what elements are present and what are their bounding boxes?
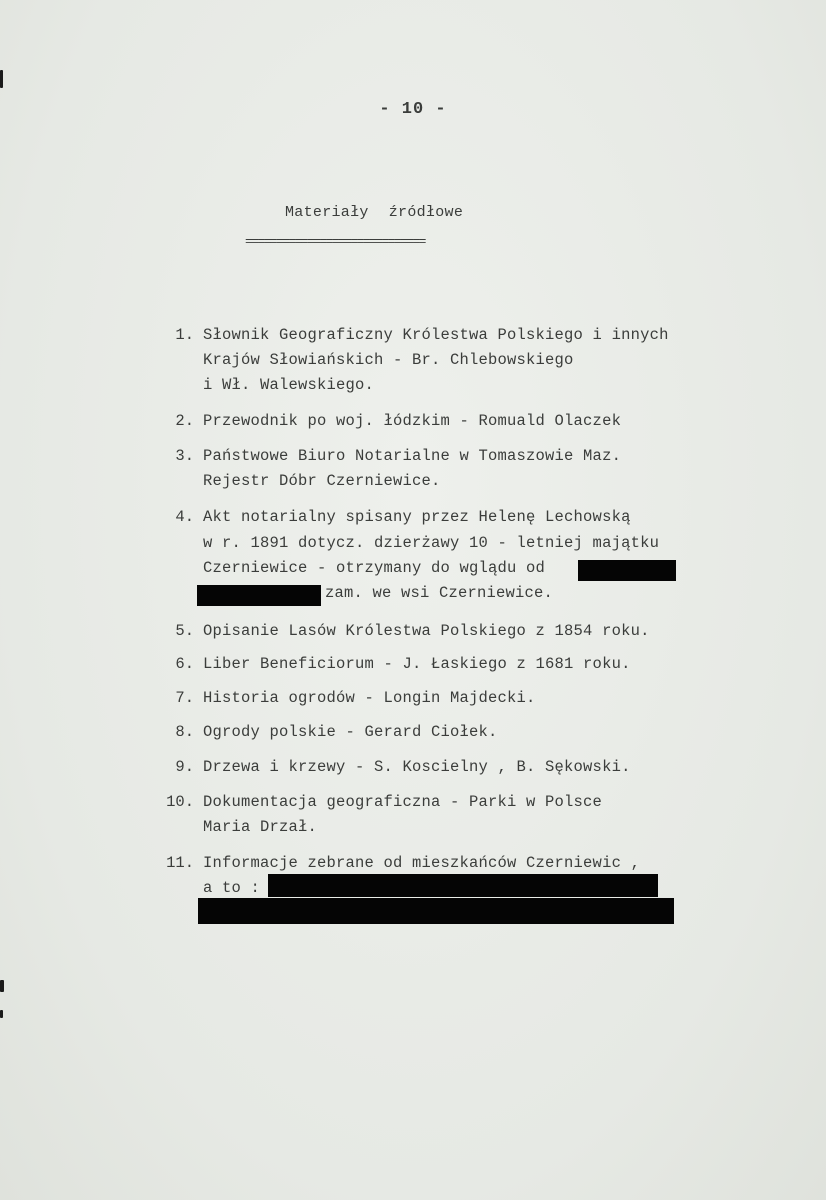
item-number: 10. — [166, 793, 194, 811]
item-line: Krajów Słowiańskich - Br. Chlebowskiego — [203, 351, 574, 369]
item-number: 5. — [175, 622, 194, 640]
item-line: zam. we wsi Czerniewice. — [325, 584, 554, 602]
item-line: w r. 1891 dotycz. dzierżawy 10 - letniej majątku — [203, 534, 660, 552]
item-line: Historia ogrodów - Longin Majdecki. — [203, 689, 536, 707]
item-number: 2. — [175, 412, 194, 430]
item-number: 3. — [175, 447, 194, 465]
item-line: Czerniewice - otrzymany do wglądu od — [203, 559, 546, 577]
item-number: 7. — [175, 689, 194, 707]
heading-underline: ============================= — [245, 234, 425, 249]
item-number: 11. — [166, 854, 194, 872]
item-line: Dokumentacja geograficzna - Parki w Polsce — [203, 793, 603, 811]
item-line: Państwowe Biuro Notarialne w Tomaszowie Maz. — [203, 447, 622, 465]
heading-word-2: źródłowe — [388, 204, 464, 221]
scan-edge-mark — [0, 1010, 3, 1018]
scan-edge-mark — [0, 70, 3, 88]
scan-edge-mark — [0, 980, 4, 992]
item-number: 4. — [175, 508, 194, 526]
item-number: 8. — [175, 723, 194, 741]
item-line: a to : — [203, 879, 261, 897]
item-line: i Wł. Walewskiego. — [203, 376, 375, 394]
item-number: 6. — [175, 655, 194, 673]
item-line: Informacje zebrane od mieszkańców Czerniewic , — [203, 854, 641, 872]
item-number: 9. — [175, 758, 194, 776]
item-line: Drzewa i krzewy - S. Koscielny , B. Sękowski. — [203, 758, 631, 776]
item-line: Rejestr Dóbr Czerniewice. — [203, 472, 441, 490]
redaction-bar — [198, 898, 674, 924]
item-line: Przewodnik po woj. łódzkim - Romuald Olaczek — [203, 412, 622, 430]
heading-word-1: Materiały — [285, 204, 369, 221]
redaction-bar — [268, 874, 658, 897]
item-line: Liber Beneficiorum - J. Łaskiego z 1681 roku. — [203, 655, 631, 673]
item-line: Akt notarialny spisany przez Helenę Lechowską — [203, 508, 631, 526]
page-number: - 10 - — [379, 100, 447, 119]
item-line: Słownik Geograficzny Królestwa Polskiego i innych — [203, 326, 669, 344]
redaction-bar — [578, 560, 676, 581]
item-line: Maria Drzał. — [203, 818, 318, 836]
section-heading — [285, 204, 463, 221]
redaction-bar — [197, 585, 321, 606]
item-line: Ogrody polskie - Gerard Ciołek. — [203, 723, 498, 741]
item-number: 1. — [175, 326, 194, 344]
item-line: Opisanie Lasów Królestwa Polskiego z 1854 roku. — [203, 622, 650, 640]
